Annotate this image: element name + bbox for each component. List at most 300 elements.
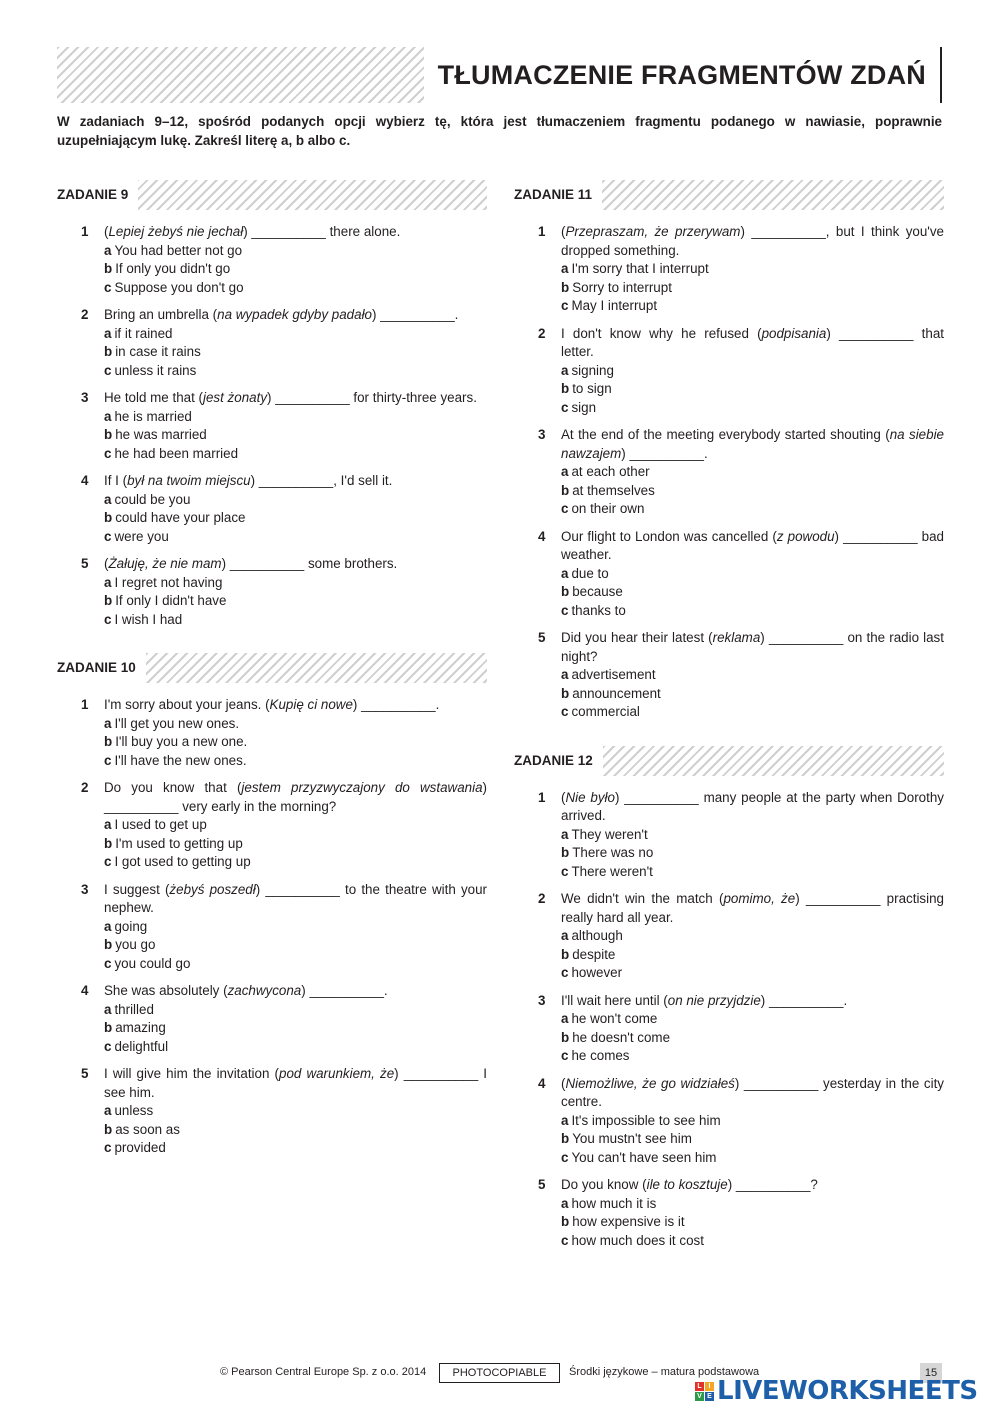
- option-text: I'm used to getting up: [115, 835, 243, 851]
- stem-text-after: ) __________ bad weather.: [561, 528, 944, 562]
- stem-text-before: Did you hear their latest (: [561, 630, 713, 645]
- option-letter: c: [561, 863, 569, 879]
- option-text: You can't have seen him: [571, 1149, 717, 1165]
- answer-option[interactable]: [561, 685, 944, 704]
- option-letter: c: [104, 1140, 112, 1155]
- answer-option[interactable]: [561, 1149, 944, 1168]
- question-item: [57, 779, 487, 872]
- question-stem: [104, 982, 487, 1001]
- task-zadanie-9: [57, 180, 487, 629]
- answer-option[interactable]: [561, 463, 944, 482]
- question-number: 2: [81, 307, 89, 322]
- task-header: [514, 180, 944, 210]
- option-letter: c: [561, 298, 569, 313]
- answer-option[interactable]: [561, 844, 944, 863]
- answer-option[interactable]: [104, 1019, 487, 1038]
- polish-hint: na siebie nawzajem: [561, 427, 944, 461]
- option-letter: b: [104, 510, 113, 525]
- option-letter: c: [561, 704, 569, 719]
- stem-text-before: I don't know why he refused (: [561, 325, 762, 341]
- answer-option[interactable]: [561, 380, 944, 399]
- polish-hint: Niemożliwe, że go widziałeś: [565, 1075, 735, 1091]
- stem-text-after: ) __________ some brothers.: [221, 556, 398, 571]
- answer-option[interactable]: [561, 1029, 944, 1048]
- answer-option[interactable]: [104, 509, 487, 528]
- question-item: [514, 629, 944, 722]
- question-number: 1: [81, 697, 89, 712]
- question-number: 5: [538, 630, 546, 645]
- option-letter: a: [104, 491, 112, 507]
- question-number: 5: [81, 556, 89, 571]
- option-text: because: [572, 584, 623, 599]
- polish-hint: żebyś poszedł: [169, 881, 256, 897]
- option-letter: c: [561, 501, 569, 516]
- answer-option[interactable]: [561, 1232, 944, 1251]
- option-text: you go: [115, 937, 156, 952]
- answer-option[interactable]: [104, 733, 487, 752]
- option-text: I'll have the new ones.: [114, 752, 247, 768]
- question-stem: [561, 426, 944, 463]
- series-title: Środki językowe – matura podstawowa: [569, 1366, 760, 1378]
- answer-option[interactable]: [561, 1130, 944, 1149]
- answer-option[interactable]: [561, 602, 944, 621]
- polish-hint: pomimo, że: [723, 891, 796, 906]
- question-stem: [561, 629, 944, 666]
- answer-option[interactable]: [104, 325, 487, 344]
- question-number: 3: [81, 390, 89, 405]
- option-text: were you: [114, 528, 169, 544]
- stem-text-after: ) __________ for thirty-three years.: [267, 390, 477, 405]
- option-letter: a: [104, 242, 112, 258]
- answer-option[interactable]: [104, 1139, 487, 1158]
- option-letter: b: [104, 1020, 113, 1035]
- task-zadanie-12: [514, 746, 944, 1251]
- stem-text-before: If I (: [104, 473, 128, 488]
- answer-option[interactable]: [561, 1047, 944, 1066]
- option-text: as soon as: [115, 1121, 180, 1137]
- option-letter: c: [561, 399, 569, 415]
- polish-hint: Kupię ci nowe: [269, 697, 353, 712]
- answer-option[interactable]: [561, 703, 944, 722]
- option-letter: a: [561, 928, 569, 943]
- question-number: 1: [538, 789, 546, 805]
- stem-text-before: He told me that (: [104, 390, 203, 405]
- task-title: ZADANIE 9: [57, 180, 138, 210]
- option-letter: a: [561, 565, 569, 581]
- polish-hint: ile to kosztuje: [646, 1177, 728, 1192]
- answer-option[interactable]: [104, 528, 487, 547]
- option-letter: a: [561, 362, 569, 378]
- option-text: how expensive is it: [572, 1214, 685, 1229]
- option-letter: c: [104, 445, 112, 461]
- question-stem: [104, 472, 487, 491]
- answer-option[interactable]: [104, 955, 487, 974]
- photocopiable-label: PHOTOCOPIABLE: [439, 1363, 560, 1383]
- question-item: [57, 223, 487, 297]
- polish-hint: pod warunkiem, że: [279, 1066, 395, 1081]
- option-text: I regret not having: [114, 574, 223, 590]
- answer-option[interactable]: [561, 399, 944, 418]
- stem-text-after: ) __________ many people at the party when Dorothy arrived.: [561, 789, 944, 823]
- option-text: to sign: [572, 381, 612, 396]
- option-text: thrilled: [114, 1001, 154, 1017]
- option-text: how much does it cost: [571, 1232, 704, 1248]
- question-item: [514, 223, 944, 316]
- answer-option[interactable]: [104, 936, 487, 955]
- option-text: advertisement: [571, 667, 656, 682]
- question-item: [514, 426, 944, 519]
- answer-option[interactable]: [104, 260, 487, 279]
- option-text: There weren't: [571, 863, 653, 879]
- option-text: could have your place: [115, 510, 246, 525]
- answer-option[interactable]: [104, 408, 487, 427]
- option-letter: c: [104, 279, 112, 295]
- stem-text-before: I'll wait here until (: [561, 992, 668, 1008]
- answer-option[interactable]: [561, 565, 944, 584]
- stem-text-after: ) __________ on the radio last night?: [561, 630, 944, 664]
- option-letter: b: [561, 1029, 570, 1045]
- option-letter: b: [561, 482, 570, 498]
- option-letter: b: [104, 593, 113, 608]
- question-stem: [104, 696, 487, 715]
- option-letter: c: [104, 1038, 112, 1054]
- page-number: 15: [920, 1363, 942, 1383]
- liveworksheets-logo-icon: [695, 1382, 714, 1401]
- question-stem: [561, 528, 944, 565]
- answer-option[interactable]: [561, 666, 944, 685]
- stem-text-after: ) __________ very early in the morning?: [104, 780, 487, 814]
- question-item: [57, 1065, 487, 1158]
- answer-option[interactable]: [104, 242, 487, 261]
- answer-option[interactable]: [104, 1102, 487, 1121]
- question-item: [57, 881, 487, 974]
- question-stem: [561, 992, 944, 1011]
- answer-option[interactable]: [104, 574, 487, 593]
- answer-option[interactable]: [104, 343, 487, 362]
- option-letter: c: [561, 602, 569, 618]
- question-number: 3: [81, 881, 89, 897]
- question-item: [57, 696, 487, 770]
- option-text: delightful: [114, 1038, 169, 1054]
- option-text: I'm sorry that I interrupt: [571, 261, 709, 276]
- polish-hint: Przepraszam, że przerywam: [565, 224, 741, 239]
- option-letter: c: [104, 955, 112, 971]
- option-text: however: [571, 965, 623, 980]
- option-text: You mustn't see him: [572, 1131, 692, 1146]
- question-number: 5: [538, 1177, 546, 1192]
- polish-hint: reklama: [712, 630, 761, 645]
- question-stem: [561, 1176, 944, 1195]
- stem-text-before: (: [104, 556, 109, 571]
- option-text: at each other: [571, 464, 650, 479]
- question-stem: [104, 555, 487, 574]
- question-stem: [561, 1075, 944, 1112]
- option-text: he is married: [114, 408, 192, 424]
- option-letter: c: [104, 752, 112, 768]
- option-text: amazing: [115, 1020, 166, 1035]
- question-number: 4: [81, 473, 89, 488]
- option-text: despite: [572, 946, 616, 962]
- option-text: he was married: [115, 427, 207, 442]
- task-header: [57, 653, 487, 683]
- question-number: 2: [81, 780, 89, 795]
- question-number: 5: [81, 1066, 89, 1081]
- option-letter: a: [104, 574, 112, 590]
- option-text: If only you didn't go: [115, 261, 231, 276]
- polish-hint: z powodu: [776, 528, 835, 544]
- option-letter: b: [104, 427, 113, 442]
- option-text: It's impossible to see him: [571, 1112, 721, 1128]
- option-letter: a: [561, 1112, 569, 1128]
- stem-text-after: ) __________ there alone.: [243, 224, 401, 239]
- option-text: at themselves: [572, 482, 655, 498]
- answer-option[interactable]: [561, 1213, 944, 1232]
- answer-option[interactable]: [104, 1038, 487, 1057]
- option-letter: a: [104, 715, 112, 731]
- answer-option[interactable]: [104, 426, 487, 445]
- answer-option[interactable]: [104, 592, 487, 611]
- answer-option[interactable]: [104, 491, 487, 510]
- option-letter: b: [104, 734, 113, 749]
- answer-option[interactable]: [561, 1195, 944, 1214]
- question-item: [57, 555, 487, 629]
- page-title: TŁUMACZENIE FRAGMENTÓW ZDAŃ: [437, 59, 926, 90]
- question-stem: [104, 1065, 487, 1102]
- option-letter: a: [104, 325, 112, 341]
- option-letter: c: [561, 965, 569, 980]
- stem-text-after: ) __________ I see him.: [104, 1066, 488, 1100]
- stem-text-after: ) __________.: [621, 445, 708, 461]
- logo-letter-tile: V: [695, 1392, 704, 1401]
- option-letter: a: [561, 1011, 569, 1026]
- stem-text-after: ) __________.: [760, 992, 848, 1008]
- stem-text-before: (: [561, 224, 566, 239]
- answer-option[interactable]: [104, 611, 487, 630]
- stem-text-before: I will give him the invitation (: [104, 1066, 279, 1081]
- question-stem: [561, 325, 944, 362]
- answer-option[interactable]: [104, 1121, 487, 1140]
- task-title: ZADANIE 12: [514, 746, 603, 776]
- question-stem: [104, 223, 487, 242]
- answer-option[interactable]: [561, 362, 944, 381]
- answer-option[interactable]: [561, 482, 944, 501]
- option-text: commercial: [571, 704, 640, 719]
- option-text: I got used to getting up: [114, 854, 251, 869]
- option-letter: a: [104, 1001, 112, 1017]
- answer-option[interactable]: [561, 297, 944, 316]
- answer-option[interactable]: [561, 863, 944, 882]
- stem-text-before: Do you know that (: [104, 780, 242, 795]
- question-number: 4: [538, 1075, 546, 1091]
- option-letter: b: [561, 381, 570, 396]
- option-letter: b: [104, 937, 113, 952]
- answer-option[interactable]: [104, 715, 487, 734]
- option-letter: c: [561, 1149, 569, 1165]
- question-item: [514, 890, 944, 983]
- option-letter: a: [561, 261, 569, 276]
- option-text: I wish I had: [114, 611, 183, 627]
- stem-text-after: ) __________.: [301, 983, 388, 998]
- option-text: announcement: [572, 685, 661, 701]
- copyright-text: © Pearson Central Europe Sp. z o.o. 2014: [220, 1366, 427, 1378]
- option-text: Suppose you don't go: [114, 279, 244, 295]
- stem-text-after: ) __________ practising really hard all year.: [561, 891, 944, 925]
- answer-option[interactable]: [104, 279, 487, 298]
- option-letter: a: [104, 408, 112, 424]
- option-letter: b: [561, 1214, 570, 1229]
- option-text: you could go: [114, 955, 191, 971]
- answer-option[interactable]: [561, 583, 944, 602]
- answer-option[interactable]: [104, 918, 487, 937]
- answer-option[interactable]: [561, 279, 944, 298]
- option-letter: b: [561, 584, 570, 599]
- option-text: provided: [114, 1140, 166, 1155]
- option-text: They weren't: [571, 826, 648, 842]
- option-letter: c: [104, 854, 112, 869]
- option-text: he had been married: [114, 445, 239, 461]
- question-stem: [561, 789, 944, 826]
- option-text: due to: [571, 565, 609, 581]
- option-letter: b: [561, 1131, 570, 1146]
- stem-text-after: ) __________ yesterday in the city centre.: [561, 1075, 944, 1109]
- option-letter: a: [104, 817, 112, 832]
- option-text: he doesn't come: [572, 1029, 671, 1045]
- question-item: [514, 1075, 944, 1168]
- answer-option[interactable]: [561, 927, 944, 946]
- option-text: could be you: [114, 491, 191, 507]
- stem-text-before: I suggest (: [104, 881, 170, 897]
- option-letter: a: [104, 918, 112, 934]
- answer-option[interactable]: [561, 500, 944, 519]
- task-title: ZADANIE 10: [57, 653, 146, 683]
- stem-text-before: (: [561, 1075, 566, 1091]
- option-text: unless: [114, 1103, 154, 1118]
- task-zadanie-10: [57, 653, 487, 1158]
- option-text: if it rained: [114, 325, 173, 341]
- answer-option[interactable]: [104, 752, 487, 771]
- answer-option[interactable]: [561, 964, 944, 983]
- option-text: going: [114, 918, 148, 934]
- answer-option[interactable]: [561, 1112, 944, 1131]
- stem-text-after: ) __________.: [372, 307, 459, 322]
- option-text: You had better not go: [114, 242, 243, 258]
- question-stem: [104, 389, 487, 408]
- polish-hint: zachwycona: [227, 983, 302, 998]
- liveworksheets-text: LIVEWORKSHEETS: [717, 1376, 978, 1406]
- question-stem: [104, 306, 487, 325]
- question-number: 2: [538, 325, 546, 341]
- option-text: Sorry to interrupt: [572, 279, 672, 295]
- option-text: I used to get up: [114, 817, 207, 832]
- answer-option[interactable]: [104, 835, 487, 854]
- title-bar: [57, 47, 942, 103]
- option-text: I'll buy you a new one.: [115, 734, 248, 749]
- option-letter: b: [104, 1121, 113, 1137]
- option-text: sign: [571, 399, 597, 415]
- option-text: thanks to: [571, 602, 626, 618]
- option-letter: a: [104, 1103, 112, 1118]
- option-letter: a: [561, 1195, 569, 1211]
- option-letter: a: [561, 464, 569, 479]
- question-number: 3: [538, 427, 546, 442]
- option-letter: c: [104, 611, 112, 627]
- question-number: 1: [538, 224, 546, 239]
- option-text: although: [571, 928, 623, 943]
- option-letter: a: [561, 826, 569, 842]
- option-letter: b: [104, 835, 113, 851]
- option-letter: b: [104, 344, 113, 359]
- option-text: signing: [571, 362, 614, 378]
- option-text: how much it is: [571, 1195, 657, 1211]
- question-number: 2: [538, 891, 546, 906]
- answer-option[interactable]: [561, 826, 944, 845]
- stem-text-after: ) __________?: [727, 1177, 818, 1192]
- question-item: [514, 325, 944, 418]
- option-text: If only I didn't have: [115, 593, 227, 608]
- polish-hint: Żałuję, że nie mam: [108, 556, 222, 571]
- logo-letter-tile: E: [705, 1392, 714, 1401]
- answer-option[interactable]: [104, 853, 487, 872]
- stem-text-before: (: [104, 224, 109, 239]
- stem-text-after: ) __________ to the theatre with your nephew.: [104, 881, 487, 915]
- polish-hint: był na twoim miejscu: [127, 473, 251, 488]
- answer-option[interactable]: [561, 946, 944, 965]
- polish-hint: podpisania: [761, 325, 827, 341]
- stem-text-before: We didn't win the match (: [561, 891, 724, 906]
- option-text: unless it rains: [114, 362, 197, 378]
- option-letter: b: [561, 845, 570, 860]
- right-column: [514, 180, 944, 1259]
- answer-option[interactable]: [104, 445, 487, 464]
- answer-option[interactable]: [104, 1001, 487, 1020]
- question-item: [57, 982, 487, 1056]
- polish-hint: jestem przyzwyczajony do wstawania: [241, 780, 483, 795]
- option-letter: c: [561, 1048, 569, 1063]
- task-header: [57, 180, 487, 210]
- option-text: I'll get you new ones.: [114, 715, 240, 731]
- option-letter: b: [561, 946, 570, 962]
- option-letter: c: [104, 528, 112, 544]
- answer-option[interactable]: [561, 1010, 944, 1029]
- question-item: [57, 389, 487, 463]
- answer-option[interactable]: [104, 816, 487, 835]
- option-text: in case it rains: [115, 344, 201, 359]
- question-number: 4: [538, 528, 546, 544]
- question-stem: [104, 779, 487, 816]
- option-letter: b: [561, 279, 570, 295]
- stem-text-before: I'm sorry about your jeans. (: [104, 697, 270, 712]
- question-item: [57, 306, 487, 380]
- question-number: 4: [81, 983, 89, 998]
- liveworksheets-watermark: [695, 1376, 990, 1406]
- stem-text-before: (: [561, 789, 566, 805]
- answer-option[interactable]: [561, 260, 944, 279]
- option-letter: c: [104, 362, 112, 378]
- question-item: [57, 472, 487, 546]
- option-text: he comes: [571, 1048, 630, 1063]
- option-letter: a: [561, 667, 569, 682]
- left-column: [57, 180, 487, 1167]
- option-letter: b: [104, 261, 113, 276]
- task-title: ZADANIE 11: [514, 180, 602, 210]
- title-box: [424, 47, 942, 103]
- question-stem: [561, 890, 944, 927]
- answer-option[interactable]: [104, 362, 487, 381]
- stem-text-after: ) __________, but I think you've dropped something.: [561, 224, 944, 258]
- question-number: 3: [538, 992, 546, 1008]
- polish-hint: on nie przyjdzie: [667, 992, 761, 1008]
- option-text: on their own: [571, 501, 645, 516]
